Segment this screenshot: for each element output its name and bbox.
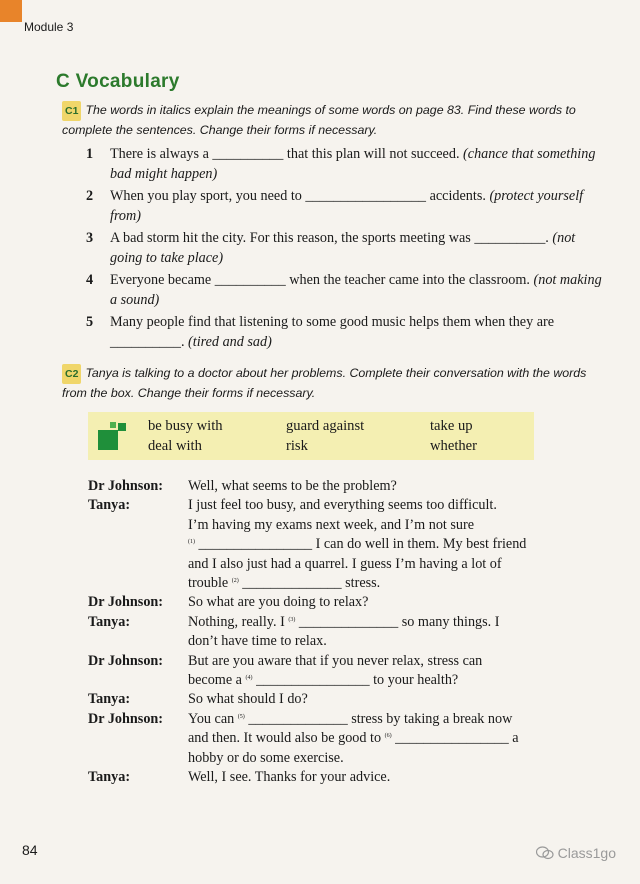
speaker: Tanya: xyxy=(88,691,131,708)
dialogue-line: $^{(1)}$ ________________ I can do well in them. My best friend xyxy=(188,536,527,553)
blank-number: (4) xyxy=(245,675,253,682)
item-hint: (protect yourself from) xyxy=(110,188,584,224)
dialogue-line: don’t have time to relax. xyxy=(188,633,327,650)
dialogue-line: trouble $^{(2)}$ ______________ stress. xyxy=(188,575,381,592)
dialogue-turn xyxy=(88,652,588,691)
dialogue-line: Well, I see. Thanks for your advice. xyxy=(188,769,391,786)
blank-number: (1) xyxy=(188,539,195,546)
item-hint: (chance that something bad might happen) xyxy=(110,146,596,182)
word-box xyxy=(88,412,534,460)
dialogue-turn xyxy=(88,477,588,496)
item-text: There is always a __________ that this plan will not succeed. xyxy=(110,146,460,162)
speaker: Dr Johnson: xyxy=(88,594,164,611)
c1-item-1 xyxy=(86,145,606,184)
c1-item-3 xyxy=(86,229,606,268)
item-hint: (not making a sound) xyxy=(110,272,602,308)
dialogue-line: Well, what seems to be the problem? xyxy=(188,478,397,494)
dialogue-line: So what are you doing to relax? xyxy=(188,594,369,611)
dialogue-line: hobby or do some exercise. xyxy=(188,749,344,766)
item-text: When you play sport, you need to _________________ accidents. xyxy=(110,188,486,204)
dialogue-turn xyxy=(88,613,588,652)
dialogue-line: I’m having my exams next week, and I’m not sure xyxy=(188,516,475,533)
dialogue-turn xyxy=(88,768,588,787)
box-word: whether xyxy=(430,438,478,454)
box-word: risk xyxy=(286,438,308,454)
item-number: 5 xyxy=(86,314,94,330)
dialogue-line: Nothing, really. I $^{(3)}$ ______________ so many things. I xyxy=(188,613,500,630)
c1-instruction xyxy=(62,101,602,139)
watermark-text: Class1go xyxy=(557,845,616,861)
box-word: take up xyxy=(430,418,473,434)
watermark xyxy=(536,845,616,861)
c2-instruction xyxy=(62,364,602,402)
dialogue-turn xyxy=(88,690,588,709)
dialogue xyxy=(88,477,588,788)
dialogue-line: You can $^{(5)}$ ______________ stress by taking a break now xyxy=(188,710,513,727)
c2-tag: C2 xyxy=(62,364,81,384)
blank-number: (2) xyxy=(231,578,239,585)
dialogue-line: But are you aware that if you never relax, stress can xyxy=(188,652,483,669)
dialogue-line: become a $^{(4)}$ ________________ to your health? xyxy=(188,672,459,689)
page-number: 84 xyxy=(22,842,38,858)
speaker: Tanya: xyxy=(88,613,131,630)
chat-bubbles-icon xyxy=(536,846,554,860)
item-text: Many people find that listening to some good music helps them when they are __________. xyxy=(110,314,555,350)
item-hint: (not going to take place) xyxy=(110,230,576,266)
dialogue-turn xyxy=(88,710,588,768)
module-color-tab xyxy=(0,0,22,22)
item-text: A bad storm hit the city. For this reason, the sports meeting was __________. xyxy=(110,230,549,246)
section-title: C Vocabulary xyxy=(56,71,180,92)
c1-item-5 xyxy=(86,313,606,352)
dialogue-line: So what should I do? xyxy=(188,691,308,708)
blank-number: (3) xyxy=(288,616,296,623)
dialogue-line: and then. It would also be good to $^{(6)}$ ________________ a xyxy=(188,730,519,747)
box-word: be busy with xyxy=(148,418,223,434)
box-word: guard against xyxy=(286,418,365,434)
item-number: 2 xyxy=(86,188,94,204)
c1-item-2 xyxy=(86,187,606,226)
c2-instruction-text: Tanya is talking to a doctor about her problems. Complete their conversation with the words from the box. Change their forms if necessary. xyxy=(62,366,587,400)
c1-items xyxy=(86,145,606,355)
item-number: 4 xyxy=(86,272,94,288)
speaker: Dr Johnson: xyxy=(88,710,164,727)
dialogue-line: and I also just had a quarrel. I guess I’m having a lot of xyxy=(188,555,502,572)
item-hint: (tired and sad) xyxy=(188,333,272,350)
c1-tag: C1 xyxy=(62,101,81,121)
speaker: Tanya: xyxy=(88,497,131,514)
speaker: Tanya: xyxy=(88,769,131,786)
c1-instruction-text: The words in italics explain the meanings of some words on page 83. Find these words to complete the sentences. Change their forms if necessary. xyxy=(62,103,576,137)
item-text: Everyone became __________ when the teacher came into the classroom. xyxy=(110,272,530,288)
blank-number: (6) xyxy=(384,733,392,740)
item-number: 1 xyxy=(86,146,94,162)
module-label: Module 3 xyxy=(24,20,74,34)
speaker: Dr Johnson: xyxy=(88,652,164,669)
dialogue-turn xyxy=(88,593,588,612)
dialogue-turn xyxy=(88,496,588,593)
box-word: deal with xyxy=(148,438,202,454)
word-box-icon xyxy=(98,420,128,452)
dialogue-line: I just feel too busy, and everything seems too difficult. xyxy=(188,497,497,514)
speaker: Dr Johnson: xyxy=(88,478,164,494)
c1-item-4 xyxy=(86,271,606,310)
blank-number: (5) xyxy=(237,713,245,720)
item-number: 3 xyxy=(86,230,94,246)
